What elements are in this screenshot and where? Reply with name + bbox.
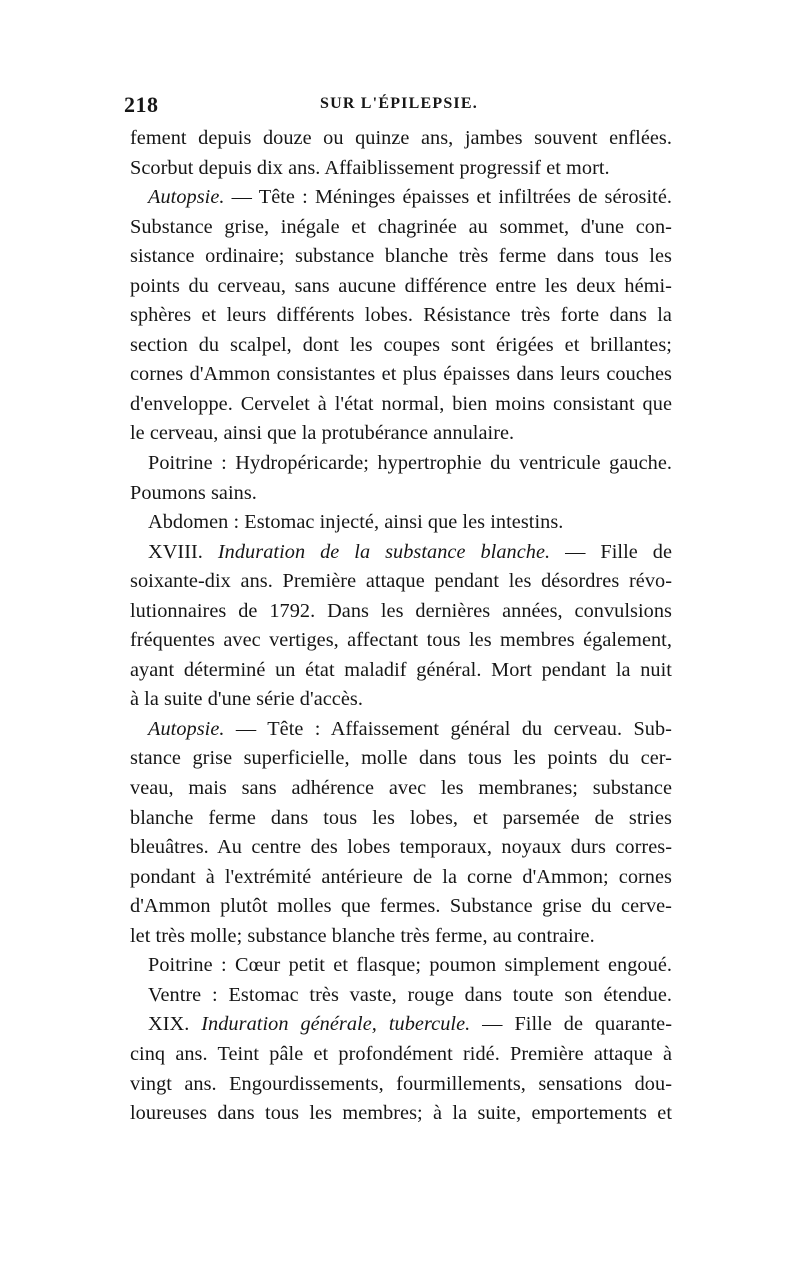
italic-phrase: Induration de la substance blanche. (217, 540, 551, 563)
text-line (130, 567, 672, 597)
text-run: d'enveloppe. Cervelet à l'état normal, bien moins consistant que (130, 392, 672, 415)
text-run: lutionnaires de 1792. Dans les dernières années, convulsions (130, 599, 672, 622)
text-run: sphères et leurs différents lobes. Résistance très forte dans la (130, 304, 672, 327)
text-run: à la suite d'une série d'accès. (130, 688, 363, 711)
text-run: — Fille de (550, 540, 673, 563)
text-run: Substance grise, inégale et chagrinée au sommet, d'une con- (130, 215, 672, 238)
body-text (130, 124, 672, 1129)
text-line (130, 508, 672, 538)
text-run: Ventre : Estomac très vaste, rouge dans toute son étendue. (148, 983, 672, 1006)
text-line (130, 922, 672, 952)
text-line (130, 272, 672, 302)
text-line (130, 715, 672, 745)
text-line (130, 1099, 672, 1129)
text-line (130, 479, 672, 509)
text-line (130, 1070, 672, 1100)
text-line (130, 124, 672, 154)
text-line (130, 981, 672, 1011)
italic-phrase: Autopsie. (148, 186, 225, 209)
text-run: ayant déterminé un état maladif général. Mort pendant la nuit (130, 658, 672, 681)
text-line (130, 183, 672, 213)
text-run: loureuses dans tous les membres; à la suite, emportements et (130, 1102, 672, 1125)
text-run: Poumons sains. (130, 481, 257, 504)
text-line (130, 301, 672, 331)
text-run: Poitrine : Hydropéricarde; hypertrophie du ventricule gauche. (148, 452, 672, 475)
text-run: blanche ferme dans tous les lobes, et parsemée de stries (130, 806, 672, 829)
text-run: — Tête : Affaissement général du cerveau. Sub- (224, 717, 672, 740)
text-line (130, 863, 672, 893)
text-line (130, 390, 672, 420)
text-line (130, 626, 672, 656)
text-run: let très molle; substance blanche très ferme, au contraire. (130, 924, 595, 947)
page-header (124, 92, 670, 120)
text-run: XIX. (148, 1013, 202, 1036)
text-line (130, 833, 672, 863)
text-run: XVIII. (148, 540, 218, 563)
text-run: sistance ordinaire; substance blanche très ferme dans tous les (130, 245, 672, 268)
text-run: soixante-dix ans. Première attaque pendant les désordres révo- (130, 570, 672, 593)
text-run: cornes d'Ammon consistantes et plus épaisses dans leurs couches (130, 363, 672, 386)
text-run: pondant à l'extrémité antérieure de la corne d'Ammon; cornes (130, 865, 672, 888)
text-run: cinq ans. Teint pâle et profondément ridé. Première attaque à (130, 1042, 672, 1065)
text-line (130, 1040, 672, 1070)
text-run: fement depuis douze ou quinze ans, jambes souvent enflées. (130, 127, 672, 149)
text-run: bleuâtres. Au centre des lobes temporaux, noyaux durs corres- (130, 836, 672, 859)
text-line (130, 242, 672, 272)
text-line (130, 538, 672, 568)
text-line (130, 154, 672, 184)
text-line (130, 360, 672, 390)
text-run: d'Ammon plutôt molles que fermes. Substance grise du cerve- (130, 895, 672, 918)
text-run: stance grise superficielle, molle dans tous les points du cer- (130, 747, 672, 770)
text-line (130, 1010, 672, 1040)
text-run: Poitrine : Cœur petit et flasque; poumon simplement engoué. (148, 954, 672, 977)
text-run: veau, mais sans adhérence avec les membranes; substance (130, 777, 672, 800)
text-line (130, 597, 672, 627)
running-title: SUR L'ÉPILEPSIE. (320, 95, 478, 112)
text-run: Scorbut depuis dix ans. Affaiblissement progressif et mort. (130, 156, 610, 179)
text-run: fréquentes avec vertiges, affectant tous les membres également, (130, 629, 672, 652)
text-line (130, 449, 672, 479)
text-run: section du scalpel, dont les coupes sont érigées et brillantes; (130, 333, 672, 356)
text-run: — Fille de quarante- (470, 1013, 672, 1036)
text-line (130, 656, 672, 686)
text-line (130, 804, 672, 834)
text-run: — Tête : Méninges épaisses et infiltrées de sérosité. (224, 186, 672, 209)
text-line (130, 892, 672, 922)
text-line (130, 774, 672, 804)
text-run: Abdomen : Estomac injecté, ainsi que les intestins. (148, 511, 564, 534)
text-run: vingt ans. Engourdissements, fourmillements, sensations dou- (130, 1072, 672, 1095)
text-run: le cerveau, ainsi que la protubérance annulaire. (130, 422, 515, 445)
text-line (130, 331, 672, 361)
text-run: points du cerveau, sans aucune différence entre les deux hémi- (130, 274, 672, 297)
italic-phrase: Induration générale, tubercule. (201, 1013, 471, 1036)
text-line (130, 744, 672, 774)
page-number: 218 (124, 92, 159, 117)
text-line (130, 213, 672, 243)
italic-phrase: Autopsie. (148, 717, 225, 740)
text-line (130, 419, 672, 449)
text-line (130, 685, 672, 715)
text-line (130, 951, 672, 981)
